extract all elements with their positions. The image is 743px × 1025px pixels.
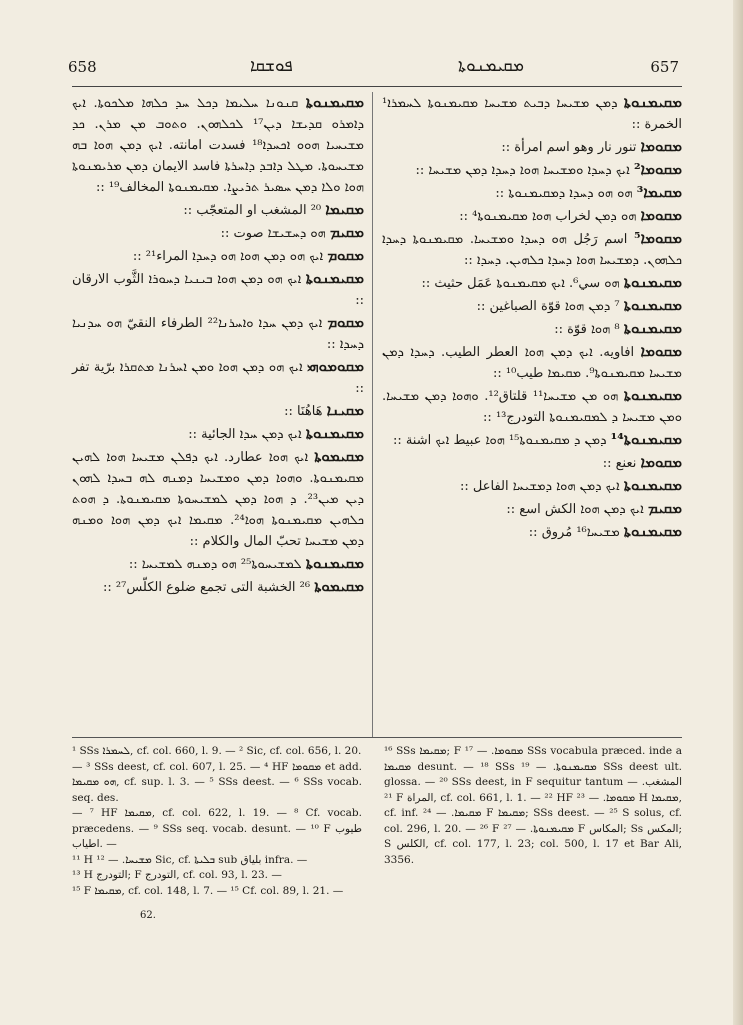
- entry-headword: ܡܩܘܡܘܗܝ: [307, 357, 364, 375]
- dictionary-entry: [382, 92, 682, 135]
- entry-headword: ܡܩܘܡ: [327, 246, 364, 264]
- entry-headword: ܡܩܝܡܢܘܬܐ: [305, 269, 364, 287]
- dictionary-entry: [382, 228, 682, 271]
- footnote: ¹³ H التودرج; F التودرج, cf. col. 93, l. 23. —: [72, 869, 282, 881]
- right-column: [382, 92, 682, 544]
- entry-text: ܐܝܟ ܕܡܢ ܚܕܐ الجائية ::: [188, 427, 306, 442]
- entry-headword: ܡܩܝܡܢܘܬܐ: [623, 522, 682, 540]
- dictionary-entry: [72, 268, 364, 311]
- footnote: — ⁷ HF ܡܩܝܡܐ, cf. col. 622, l. 19. — ⁸ Cf. vocab. præcedens. — ⁹ SSs seq. vocab. desunt. — ¹⁰ F طيوب اطياب. —: [72, 807, 362, 850]
- entry-headword: ܡܩܝܡܐ: [325, 200, 364, 218]
- entry-headword: ܡܩܝܡܢܘܬܐ: [623, 386, 683, 404]
- dictionary-entry: [72, 199, 364, 221]
- entry-headword: ܡܩܝܡܢܘܬܐ: [623, 319, 682, 337]
- footnote: ¹¹ H ܡܫܝܚܐ. — ¹² Sic, cf. ܒܠܝܬܐ sub بلياق infra. —: [72, 853, 308, 866]
- entry-text: ܗܘ ܗܘ ܕܚܕܐ ܕܡܩܝܡܢܘܬܐ ::: [495, 186, 637, 201]
- dictionary-entry: [382, 272, 682, 294]
- entry-text: ܐܝܟ ܗܘ ܕܡܢ ܗܘܐ ܒܝܢܝܐ ܕܚܘܪܐ الثَّوب الارقان ::: [72, 272, 364, 308]
- entry-headword: ܡܩܝܡܢܘܬܐ: [305, 424, 364, 442]
- entry-text: افاويه. ܐܝܟ ܕܡܢ ܗܘܐ العطر الطيب. ܕܚܕܐ ܕܡܢ ܡܫܝܚܐ ܡܩܝܡܢܘܬܐ⁹. ܡܩܝܡܐ طيب¹⁰ ::: [382, 345, 682, 381]
- header-rule: [72, 86, 682, 87]
- dictionary-entry: [382, 341, 682, 384]
- dictionary-entry: [72, 446, 364, 552]
- dictionary-entry: [382, 159, 682, 181]
- dictionary-entry: [72, 222, 364, 244]
- entry-text: ⁷ ܕܡܢ ܗܘܐ قوّة الصباغين ::: [476, 299, 624, 314]
- entry-text: ܕܡܢ ܕ ܡܩܝܡܢܘܬܐ¹⁵ ܗܘܐ عبيط ܐܝܟ اشنة ::: [392, 433, 611, 448]
- column-divider: [372, 92, 373, 737]
- signature-mark: 62.: [140, 910, 156, 921]
- entry-text: نعنع ::: [602, 456, 641, 471]
- entry-text: ²⁶ الخشبة التى تجمع ضلوع الكلّس²⁷ ::: [102, 580, 315, 595]
- dictionary-entry: [72, 92, 364, 198]
- entry-headword: ܡܩܝܡܢܘܬܐ: [623, 273, 682, 291]
- entry-text: ܗܘ سي⁶. ܐܝܟ ܡܩܝܡܢܘܬܐ عَمَل حثيث ::: [421, 276, 624, 291]
- dictionary-entry: [382, 498, 682, 520]
- page-header: [60, 56, 683, 82]
- entry-text: ܐܝܟ ܗܘ ܕܡܢ ܗܘܐ ܗܘ ܕܚܕܐ المراء²¹ ::: [132, 249, 328, 264]
- dictionary-entry: [382, 385, 682, 428]
- entry-text: ܐܝܟ ܗܘ ܕܡܢ ܗܘܐ ܘܡܢ ܐܚܪܢܐ ܡܬܩܪܐ برّية تفر ::: [72, 360, 364, 396]
- entry-headword: ܡܩܝܡ: [647, 499, 682, 517]
- dictionary-entry: [382, 295, 682, 317]
- footnote: ¹⁵ F ܡܩܝܡܐ, cf. col. 148, l. 7. — ¹⁵ Cf. col. 89, l. 21. —: [72, 884, 344, 897]
- entry-text: ܗܘ ܕܡܢ لخراب ܗܘܐ ܡܩܝܡܢܘܬܐ⁴ ::: [459, 209, 641, 224]
- entry-text: ܐܝܟ ܕܚܕܐ ܘܡܫܝܚܐ ܗܘܐ ܕܚܕܐ ܕܡܢ ܡܫܝܚܐ ::: [415, 163, 634, 178]
- entry-text: ܗܘ ܡܢ ܡܫܝܚܐ¹¹ قلتاق¹². ܘܗܘܐ ܕܡܢ ܡܫܝܚܐ. ܘܡܢ ܡܫܝܚܐ ܕ ܠܡܩܝܡܢܘܬܐ التودرج¹³ ::: [382, 389, 682, 425]
- dictionary-entry: [72, 312, 364, 355]
- entry-text: هَاهُنَا ::: [284, 404, 327, 419]
- entry-headword: ܡܩܝܡܢܘܬܐ: [305, 93, 364, 111]
- dictionary-entry: [72, 356, 364, 399]
- footnote: ¹⁶ SSs ܡܩܝܡܐ; F ܡܩܘܡܐ. — ¹⁷ SSs vocabula præced. inde a ܡܩܝܡܐ desunt. — ¹⁸ SSs ܡܩܝܡܢܘܬܐ. — ¹⁹ SSs deest ult. glossa. — ²⁰ SSs deest, in F sequitur tantum المشغب. — ²¹ F المراة, cf. col. 661, l. 1. — ²² HF ܡܩܘܡܐ. — ²³ H ܡܩܝܡܐ, cf. inf. ܡܩܝܡܐ. — ²⁴ F ܡܩܝܡܐ; SSs deest. — ²⁵ S solus, cf. col. 296, l. 20. — ²⁶ F ܡܩܝܡܢܘܬܐ. — ²⁷ F المكاس; Ss المكس; S الكلس, cf. col. 177, l. 23; col. 500, l. 17 et Bar Ali, 3356.: [384, 745, 683, 866]
- entry-headword: ܡܩܝܡܢܘܬܐ: [623, 296, 682, 314]
- entry-text: ²⁰ المشغب او المتعجّب ::: [183, 203, 326, 218]
- entry-headword: ܡܩܝܡܢܘܬܐ¹⁴: [610, 430, 682, 448]
- dictionary-entry: [382, 205, 682, 227]
- entry-headword: ܡܩܘܡܐ: [640, 137, 682, 155]
- entry-text: ܐܝܟ ܕܡܢ ܗܘܐ الكش اسع ::: [506, 502, 648, 517]
- entry-text: ܗܘ ܕܚܫܝܫܐ صوت ::: [220, 226, 330, 241]
- dictionary-entry: [72, 423, 364, 445]
- entry-headword: ܡܩܘܡܐ²: [633, 160, 682, 178]
- footnotes-left: [72, 744, 362, 899]
- left-column: [72, 92, 364, 599]
- entry-headword: ܡܩܝܡܢܘܬܐ: [623, 93, 682, 111]
- footnotes-right: [384, 744, 682, 868]
- entry-headword: ܡܩܘܡ: [327, 313, 364, 331]
- entry-headword: ܡܩܝܡܢܘܬܐ: [623, 476, 682, 494]
- footnotes-rule: [72, 737, 682, 738]
- footnote: ¹ SSs ܠܚܡܪܐ, cf. col. 660, l. 9. — ² Sic, cf. col. 656, l. 20.: [72, 745, 362, 757]
- dictionary-entry: [72, 553, 364, 575]
- page-number-left: 658: [68, 58, 97, 76]
- entry-text: ܕܡܢ ܡܫܝܚܐ ܕܒܝܬ ܡܫܝܚܐ ܡܩܝܡܢܘܬܐ ܠܚܡܪܐ¹ الخمرة ::: [382, 96, 682, 132]
- dictionary-entry: [382, 136, 682, 158]
- entry-headword: ܡܩܝܡܘܬܐ: [314, 577, 364, 595]
- entry-text: ܠܡܫܝܚܘܬܐ²⁵ ܗܘ ܕܡܢܗ ܠܡܫܝܚܐ ::: [128, 557, 306, 572]
- entry-text: ⁸ ܗܘܐ قوّة ::: [554, 322, 624, 337]
- dictionary-entry: [382, 452, 682, 474]
- entry-text: ܡܫܝܚܐ¹⁶ مُروق ::: [528, 525, 624, 540]
- entry-text: ܐܝܟ ܕܡܢ ܚܕܐ ܘܐܚܪܢܐ²² الطرفاء النقيّ ܗܘ ܚܕܢܝܐ ܕܚܕܐ ::: [72, 316, 364, 352]
- dictionary-entry: [382, 475, 682, 497]
- entry-headword: ܡܩܝܡܐ³: [636, 183, 682, 201]
- entry-headword: ܡܩܝܡܢܘܬܐ: [305, 554, 364, 572]
- entry-text: ܐܝܟ ܗܘܐ عطارد. ܐܝܟ ܕܦܠܢ ܡܫܝܚܐ ܗܘܐ ܠܗܝܢ ܡܩܝܡܢܘܬܐ. ܘܗܘܐ ܕܡܢ ܘܡܫܝܚܐ ܕܡܢܗ ܠܗ ܒܚܕܐ ܠܗܘܢ ܕܝܢ ܡܝܢ²³. ܕ ܗܘܐ ܕܡܢ ܠܡܫܝܚܘܬܐ ܡܩܝܡܢܘܬܐ. ܕ ܗܘܬ ܟܠܗܝܢ ܡܩܝܡܢܘܬܐ ܗܘܐ²⁴. ܡܩܝܡܐ ܐܝܟ ܕܡܢ ܗܘܐ ܘܡܢܗ ܕܡܢ ܡܫܝܚܐ تحبّ المال والكلام ::: [72, 450, 365, 549]
- running-title-right: ܡܩܝܡܢܘܬܐ: [458, 56, 524, 76]
- entry-headword: ܡܩܘܡܐ⁵: [633, 229, 682, 247]
- entry-headword: ܡܩܘܡܐ: [640, 206, 682, 224]
- entry-text: اسم رَجُل ܗܘ ܕܚܕܐ ܘܡܫܝܚܐ. ܡܩܝܡܢܘܬܐ ܕܚܕܐ ܟܠܗܘܢ. ܕܡܫܝܚܐ ܗܘܐ ܕܚܕܐ ܟܠܗܝܢ. ܕܚܕܐ ::: [382, 232, 682, 268]
- dictionary-entry: [72, 576, 364, 598]
- entry-headword: ܡܩܝܡ: [329, 223, 364, 241]
- dictionary-entry: [382, 521, 682, 543]
- entry-text: ܐܝܟ ܕܡܢ ܗܘܐ ܕܡܫܝܚܐ الفاعل ::: [459, 479, 624, 494]
- running-title-left: ܦܘܫܩܐ: [250, 56, 293, 76]
- dictionary-entry: [72, 245, 364, 267]
- entry-headword: ܡܩܝܡܘܬܐ: [314, 447, 364, 465]
- dictionary-entry: [382, 429, 682, 451]
- entry-headword: ܡܩܘܡܐ: [640, 453, 682, 471]
- page-number-right: 657: [650, 58, 679, 76]
- page-binding-edge: [733, 0, 743, 1025]
- entry-text: ܩܢܘܢܐ ܚܠܝܡܐ ܕܟܠ ܚܕ ܟܠܗܐ ܡܠܟܘܬܐ. ܐܝܟ ܕܐܡܪܘ ܩܕܝܫܐ ܕܝܢ¹⁷ ܠܟܠܗܘܢ. ܘܬܘܒ ܡܢ ܡܪܢ. ܟܕ ܡܫܝܚܝܐ ܗܘܘ ܐܟܚܕܐ¹⁸ فسدت امانته. ܐܝܟ ܕܡܢ ܗܘܐ ܒܗ ܡܫܝܚܘܬܐ. ܡܛܠ ܕܐܒܕ ܕܐܚܪܬܐ فاسد الايمان ܕܡܢ ܡܪܝܡܢܘܬܐ ܗܘܐ ܘܠܐ ܕܡܢ ܚܣܝܪ ܬܪܝܨܐ. ܡܩܝܡܢܘܬܐ المخالف¹⁹ ::: [72, 96, 364, 195]
- entry-headword: ܡܩܝܢܐ: [326, 401, 364, 419]
- dictionary-entry: [72, 400, 364, 422]
- entry-text: تنور نار وهو اسم امرأة ::: [501, 140, 641, 155]
- dictionary-entry: [382, 182, 682, 204]
- footnote: — ³ SSs deest, cf. col. 607, l. 25. — ⁴ HF ܡܩܘܡܐ et add. ܗܘ ܡܩܝܡܐ, cf. sup. l. 3. — ⁵ SSs deest. — ⁶ SSs vocab. seq. des.: [72, 760, 363, 804]
- entry-headword: ܡܩܘܡܐ: [640, 342, 682, 360]
- dictionary-entry: [382, 318, 682, 340]
